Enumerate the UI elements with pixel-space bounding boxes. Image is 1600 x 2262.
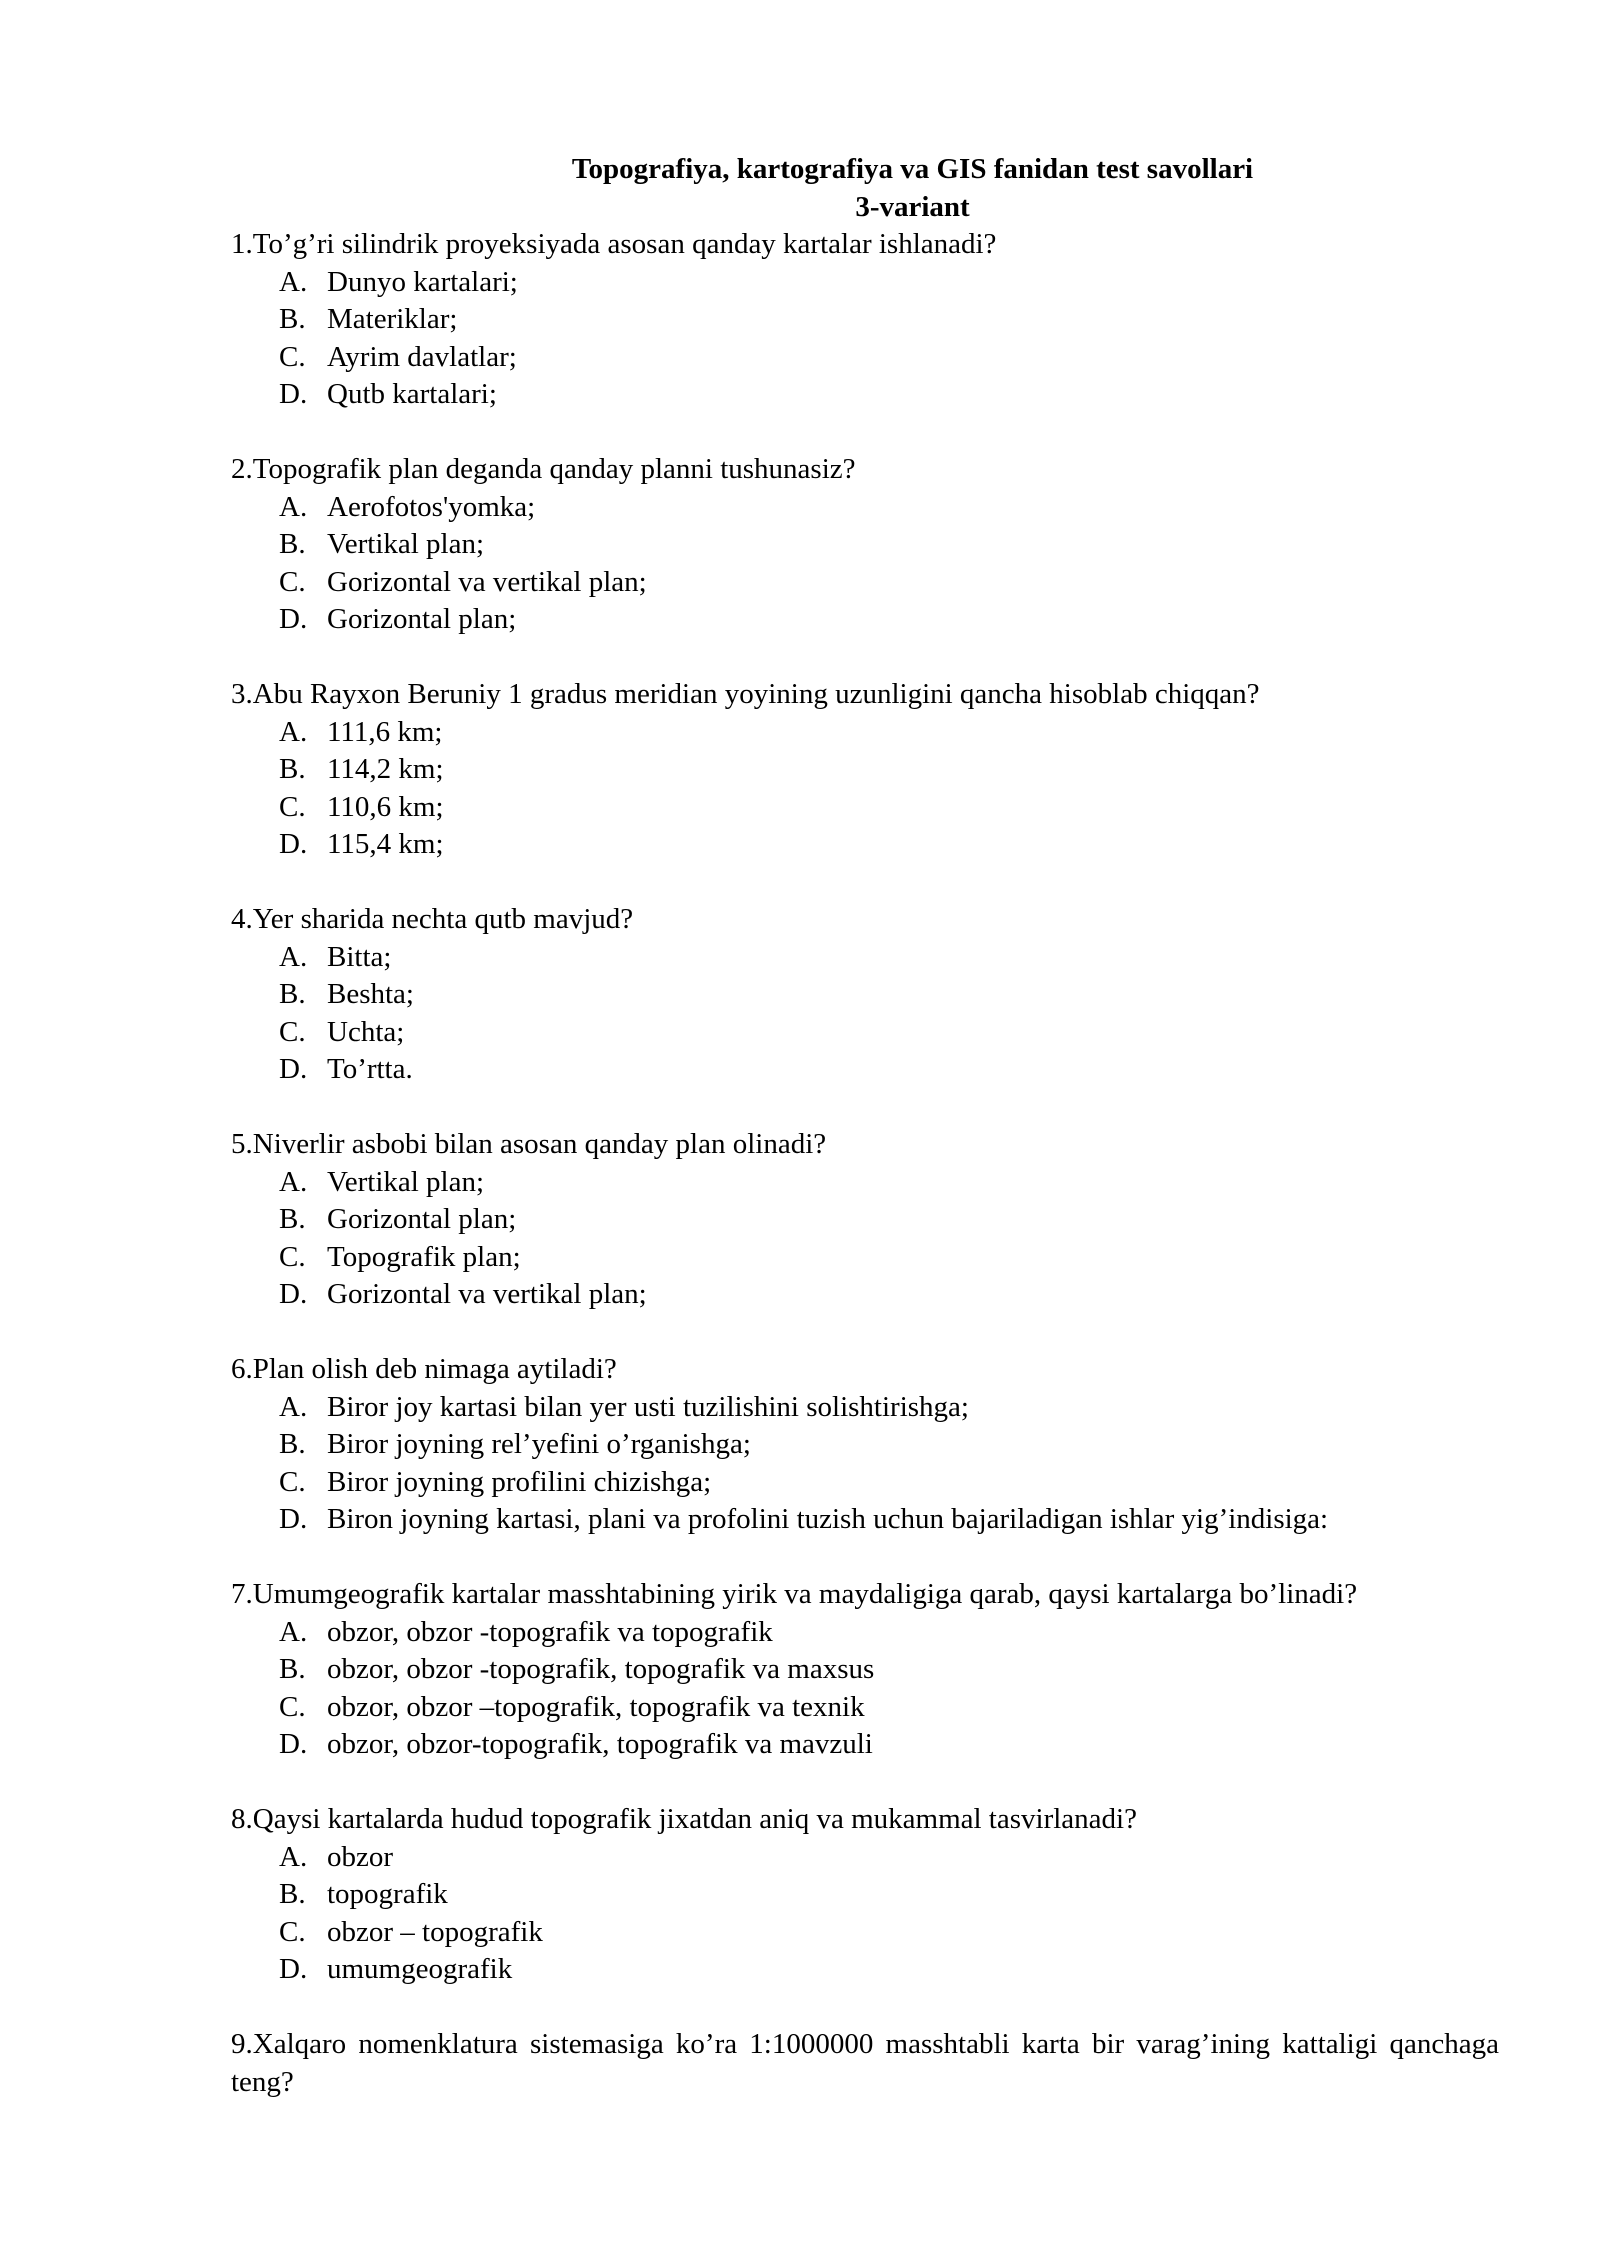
question-spacer <box>231 1089 1499 1127</box>
option-text: Gorizontal plan; <box>327 1203 517 1235</box>
option-text: Uchta; <box>327 1015 405 1048</box>
answer-option <box>279 1614 1499 1652</box>
question-spacer <box>231 1314 1499 1352</box>
answer-option <box>279 1051 1499 1089</box>
answer-option <box>279 376 1499 414</box>
option-letter: A. <box>279 490 308 523</box>
option-text: Gorizontal plan; <box>327 603 517 635</box>
option-letter: D. <box>279 378 308 410</box>
answer-option <box>279 751 1499 789</box>
answer-option <box>279 564 1499 602</box>
answer-option <box>279 1501 1499 1539</box>
question-text: 9.Xalqaro nomenklatura sistemasiga ko’ra 1:1000000 masshtabli karta bir varag’ining kattaligi qanchaga teng? <box>231 2028 1499 2098</box>
document-title: Topografiya, kartografiya va GIS fanidan test savollari <box>571 153 1254 185</box>
option-text: Bitta; <box>327 940 392 973</box>
question-spacer <box>231 1989 1499 2027</box>
option-letter: D. <box>279 1278 308 1310</box>
option-text: Biron joyning kartasi, plani va profolini tuzish uchun bajariladigan ishlar yig’indisiga: <box>327 1503 1329 1535</box>
option-text: Aerofotos'yomka; <box>327 490 536 523</box>
option-text: Qutb kartalari; <box>327 378 497 410</box>
answer-option <box>279 526 1499 564</box>
option-letter: A. <box>279 1615 308 1648</box>
option-text: Beshta; <box>327 978 414 1010</box>
option-letter: C. <box>279 1690 306 1723</box>
option-letter: A. <box>279 265 308 298</box>
option-letter: D. <box>279 603 308 635</box>
question-text: 4.Yer sharida nechta qutb mavjud? <box>231 903 634 935</box>
answer-option <box>279 1164 1499 1202</box>
document-page <box>231 150 1499 2101</box>
question-text: 1.To’g’ri silindrik proyeksiyada asosan qanday kartalar ishlanadi? <box>231 228 997 260</box>
option-letter: C. <box>279 1915 306 1948</box>
option-letter: C. <box>279 1015 306 1048</box>
option-letter: C. <box>279 790 306 823</box>
option-text: 111,6 km; <box>327 715 443 748</box>
option-letter: C. <box>279 340 306 373</box>
question-item <box>231 1801 1499 1989</box>
question-spacer <box>231 1764 1499 1802</box>
answer-options <box>231 939 1499 1089</box>
option-text: obzor, obzor-topografik, topografik va mavzuli <box>327 1728 873 1760</box>
answer-options <box>231 264 1499 414</box>
answer-option <box>279 1426 1499 1464</box>
option-letter: A. <box>279 1390 308 1423</box>
question-spacer <box>231 1539 1499 1577</box>
option-text: obzor, obzor -topografik, topografik va maxsus <box>327 1653 875 1685</box>
option-text: 110,6 km; <box>327 790 444 823</box>
option-text: Vertikal plan; <box>327 528 485 560</box>
option-letter: D. <box>279 1728 308 1760</box>
question-text: 6.Plan olish deb nimaga aytiladi? <box>231 1353 617 1385</box>
answer-option <box>279 489 1499 527</box>
answer-option <box>279 1014 1499 1052</box>
answer-options <box>231 1389 1499 1539</box>
answer-option <box>279 1839 1499 1877</box>
option-text: obzor, obzor -topografik va topografik <box>327 1615 773 1648</box>
option-letter: B. <box>279 303 306 335</box>
question-item <box>231 226 1499 414</box>
answer-options <box>231 1839 1499 1989</box>
question-item <box>231 451 1499 639</box>
option-text: Biror joyning rel’yefini o’rganishga; <box>327 1428 751 1460</box>
answer-option <box>279 339 1499 377</box>
option-letter: D. <box>279 1053 308 1085</box>
option-letter: A. <box>279 715 308 748</box>
option-letter: A. <box>279 940 308 973</box>
option-text: topografik <box>327 1878 448 1910</box>
question-text: 2.Topografik plan deganda qanday planni tushunasiz? <box>231 453 856 485</box>
question-item <box>231 901 1499 1089</box>
answer-options <box>231 1614 1499 1764</box>
option-text: Gorizontal va vertikal plan; <box>327 565 647 598</box>
option-letter: B. <box>279 528 306 560</box>
question-item <box>231 2026 1499 2101</box>
option-text: Biror joyning profilini chizishga; <box>327 1465 712 1498</box>
answer-option <box>279 1689 1499 1727</box>
answer-option <box>279 826 1499 864</box>
option-text: 115,4 km; <box>327 828 444 860</box>
option-letter: D. <box>279 1503 308 1535</box>
answer-option <box>279 789 1499 827</box>
question-item <box>231 1351 1499 1539</box>
option-letter: B. <box>279 1428 306 1460</box>
answer-option <box>279 976 1499 1014</box>
answer-option <box>279 1651 1499 1689</box>
option-letter: D. <box>279 828 308 860</box>
question-text: 8.Qaysi kartalarda hudud topografik jixatdan aniq va mukammal tasvirlanadi? <box>231 1803 1137 1835</box>
option-letter: A. <box>279 1165 308 1198</box>
option-text: Gorizontal va vertikal plan; <box>327 1278 647 1310</box>
option-letter: B. <box>279 1203 306 1235</box>
answer-option <box>279 1464 1499 1502</box>
answer-option <box>279 1951 1499 1989</box>
question-spacer <box>231 414 1499 452</box>
option-letter: D. <box>279 1953 308 1985</box>
option-text: Vertikal plan; <box>327 1165 485 1198</box>
option-text: Dunyo kartalari; <box>327 265 518 298</box>
answer-option <box>279 1726 1499 1764</box>
option-text: Ayrim davlatlar; <box>327 340 517 373</box>
option-letter: B. <box>279 978 306 1010</box>
option-letter: B. <box>279 1878 306 1910</box>
question-text: 5.Niverlir asbobi bilan asosan qanday plan olinadi? <box>231 1128 827 1160</box>
answer-option <box>279 1876 1499 1914</box>
option-letter: B. <box>279 753 306 785</box>
answer-option <box>279 939 1499 977</box>
question-spacer <box>231 639 1499 677</box>
option-letter: A. <box>279 1840 308 1873</box>
option-text: obzor <box>327 1840 394 1873</box>
option-text: Materiklar; <box>327 303 458 335</box>
question-text: 3.Abu Rayxon Beruniy 1 gradus meridian yoyining uzunligini qancha hisoblab chiqqan? <box>231 678 1260 710</box>
option-text: Topografik plan; <box>327 1240 521 1273</box>
option-text: Biror joy kartasi bilan yer usti tuzilishini solishtirishga; <box>327 1390 969 1423</box>
question-item <box>231 1126 1499 1314</box>
question-item <box>231 1576 1499 1764</box>
answer-option <box>279 1389 1499 1427</box>
answer-option <box>279 1201 1499 1239</box>
option-text: To’rtta. <box>327 1053 413 1085</box>
option-letter: C. <box>279 565 306 598</box>
question-spacer <box>231 864 1499 902</box>
option-letter: C. <box>279 1465 306 1498</box>
option-text: umumgeografik <box>327 1953 513 1985</box>
answer-options <box>231 714 1499 864</box>
variant-label: 3-variant <box>855 191 970 223</box>
answer-option <box>279 601 1499 639</box>
answer-options <box>231 489 1499 639</box>
answer-option <box>279 1914 1499 1952</box>
answer-option <box>279 264 1499 302</box>
answer-option <box>279 714 1499 752</box>
option-letter: B. <box>279 1653 306 1685</box>
option-text: obzor, obzor –topografik, topografik va texnik <box>327 1690 865 1723</box>
question-list <box>231 226 1499 2101</box>
answer-option <box>279 1276 1499 1314</box>
answer-option <box>279 1239 1499 1277</box>
question-text: 7.Umumgeografik kartalar masshtabining yirik va maydaligiga qarab, qaysi kartalarga bo’linadi? <box>231 1578 1358 1610</box>
answer-options <box>231 1164 1499 1314</box>
option-text: 114,2 km; <box>327 753 444 785</box>
answer-option <box>279 301 1499 339</box>
question-item <box>231 676 1499 864</box>
option-letter: C. <box>279 1240 306 1273</box>
option-text: obzor – topografik <box>327 1915 543 1948</box>
